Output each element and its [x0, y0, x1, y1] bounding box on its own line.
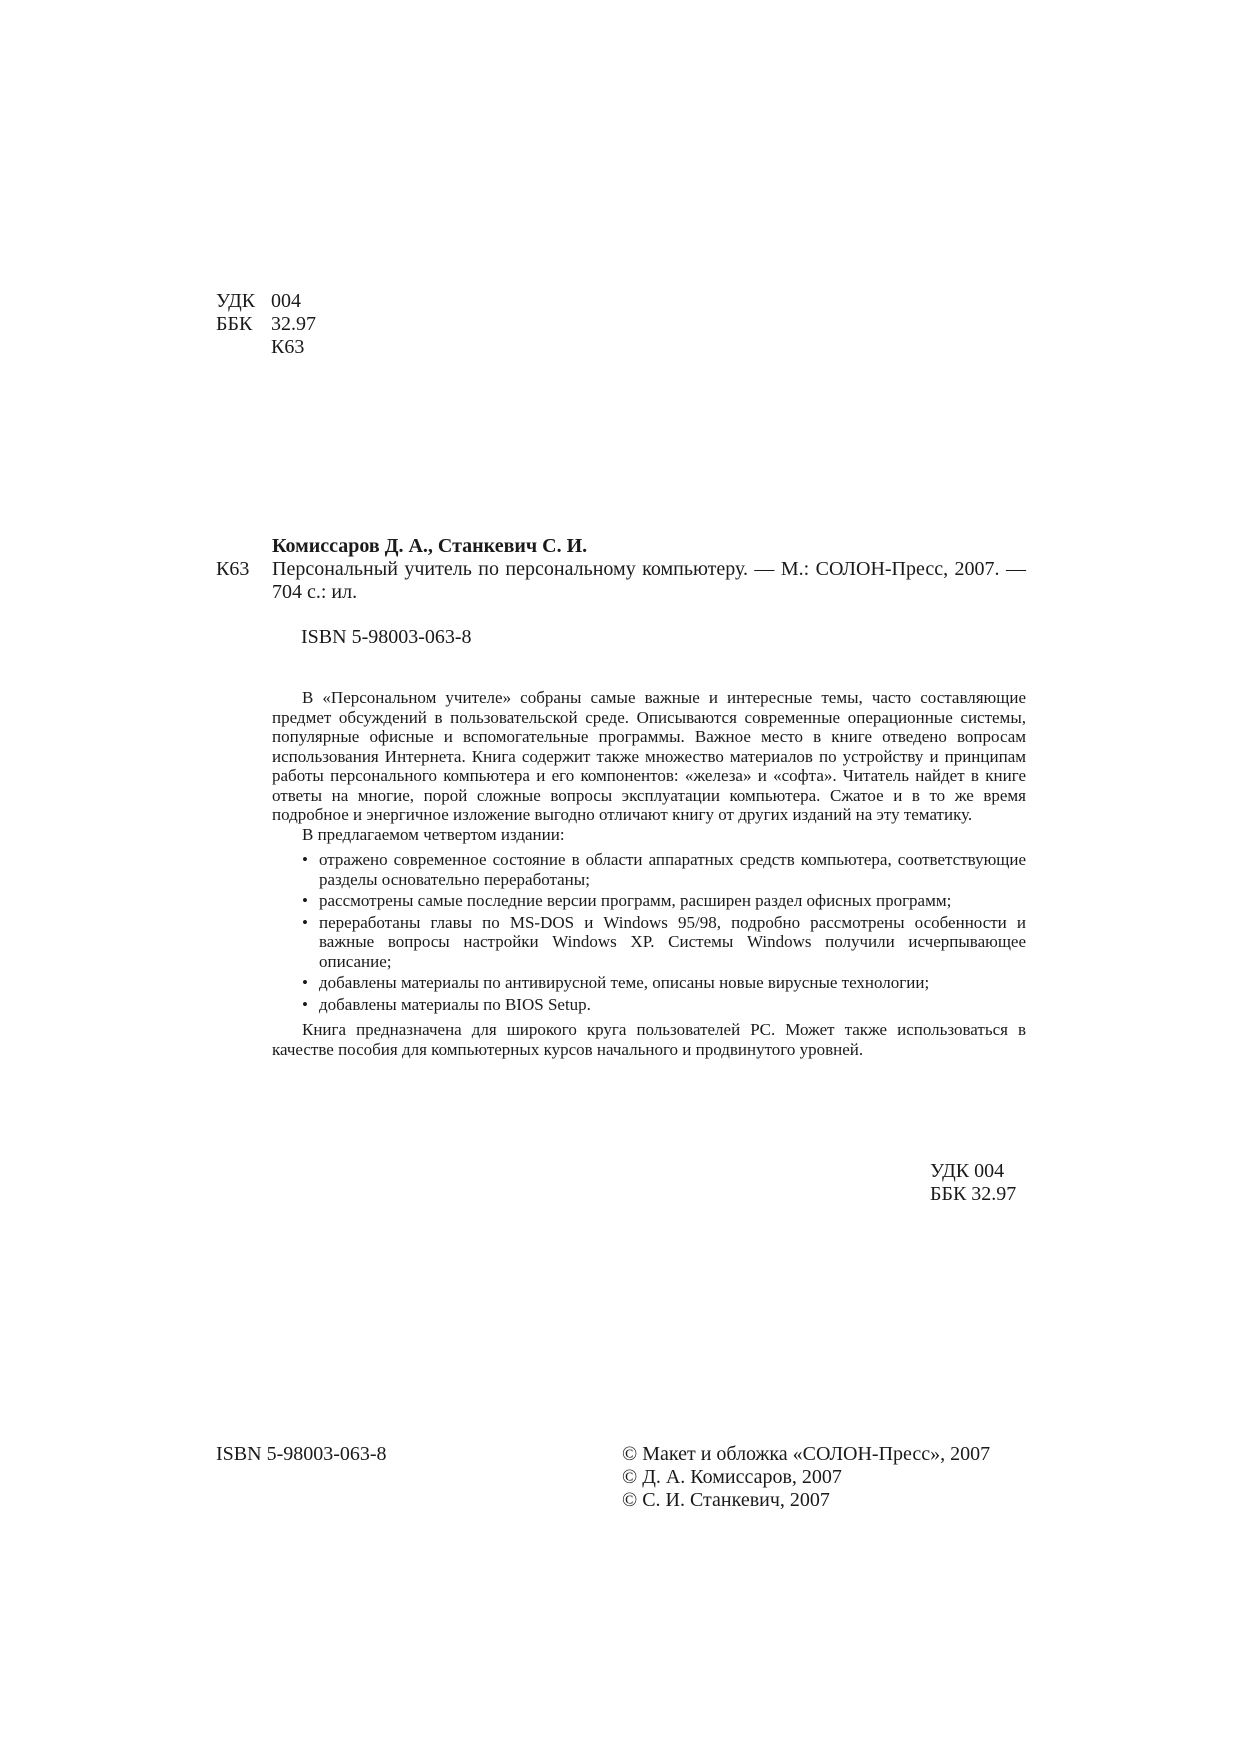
list-item: • добавлены материалы по BIOS Setup.	[302, 994, 591, 1014]
catalog-card	[216, 535, 1026, 649]
udk-row	[216, 290, 316, 313]
bullet-icon: •	[302, 850, 308, 869]
author-mark-row	[216, 336, 316, 359]
udk-value: 004	[271, 290, 301, 312]
annotation-paragraph: В «Персональном учителе» собраны самые важные и интересные темы, часто составляющие предмет обсуждений в пользовательской среде. Описываются современные операционные системы, популярные офисные и вспомогательные программы. Важное место в книге отведено вопросам использования Интернета. Книга содержит также множество материалов по устройству и принципам работы персонального компьютера и его компонентов: «железа» и «софта». Читатель найдет в книге ответы на многие, порой сложные вопросы эксплуатации компьютера. Сжатое и в то же время подробное и энергичное изложение выгодно отличают книгу от других изданий на эту тематику.	[272, 688, 1026, 824]
list-item: • переработаны главы по MS-DOS и Windows 95/98, подробно рассмотрены особенности и важные вопросы настройки Windows XP. Системы Windows получили исчерпывающее описание;	[302, 912, 1026, 971]
bullet-icon: •	[302, 891, 308, 910]
bbk-value: 32.97	[271, 313, 316, 335]
bbk-label: ББК	[216, 313, 253, 335]
classification-block	[216, 290, 316, 359]
classification-right	[930, 1160, 1016, 1206]
annotation-final: Книга предназначена для широкого круга пользователей PC. Может также использоваться в качестве пособия для компьютерных курсов начального и продвинутого уровней.	[272, 1020, 1026, 1059]
footer-isbn: ISBN 5-98003-063-8	[216, 1443, 387, 1465]
card-author: Комиссаров Д. А., Станкевич С. И.	[272, 535, 588, 557]
bbk-right: ББК 32.97	[930, 1183, 1017, 1205]
copyrights	[622, 1443, 990, 1512]
bbk-row	[216, 313, 316, 336]
annotation	[272, 688, 1026, 1059]
card-index: К63	[216, 558, 250, 580]
list-item: • рассмотрены самые последние версии программ, расширен раздел офисных программ;	[302, 891, 952, 910]
annotation-list-intro: В предлагаемом четвертом издании:	[302, 824, 565, 844]
udk-label: УДК	[216, 290, 256, 312]
bullet-icon: •	[302, 994, 308, 1014]
udk-right: УДК 004	[930, 1160, 1005, 1182]
card-description: Персональный учитель по персональному компьютеру. — М.: СОЛОН-Пресс, 2007. — 704 с.: ил.	[272, 558, 1026, 603]
list-item: • добавлены материалы по антивирусной теме, описаны новые вирусные технологии;	[302, 973, 930, 992]
card-body	[216, 558, 1026, 604]
copyright-line: © Д. А. Комиссаров, 2007	[622, 1466, 842, 1488]
copyright-line: © Макет и обложка «СОЛОН-Пресс», 2007	[622, 1443, 991, 1465]
list-item: • отражено современное состояние в области аппаратных средств компьютера, соответствующие разделы основательно переработаны;	[302, 850, 1026, 889]
annotation-list	[272, 850, 1026, 1014]
card-isbn: ISBN 5-98003-063-8	[301, 626, 472, 648]
copyright-line: © С. И. Станкевич, 2007	[622, 1489, 830, 1511]
bullet-icon: •	[302, 973, 308, 992]
bullet-icon: •	[302, 912, 308, 932]
author-mark: К63	[271, 336, 305, 358]
